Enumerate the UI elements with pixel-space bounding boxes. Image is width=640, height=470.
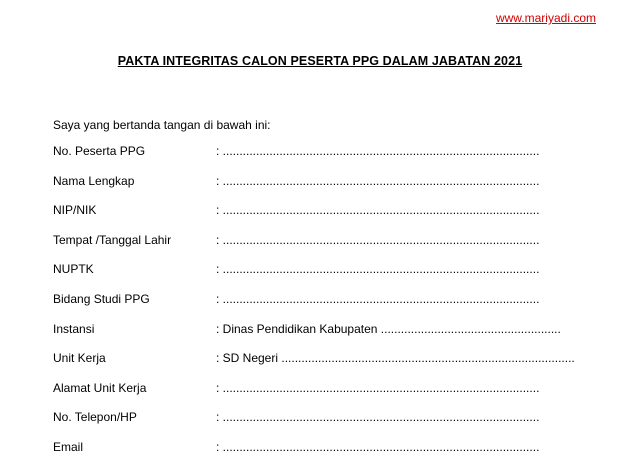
field-value: : ............................................................................................... (216, 144, 540, 158)
identity-form (53, 144, 613, 470)
field-label: No. Telepon/HP (53, 410, 137, 425)
field-value: : ............................................................................................... (216, 439, 540, 454)
field-row-nip-nik (53, 203, 613, 233)
field-label: NUPTK (53, 262, 94, 277)
field-label: Bidang Studi PPG (53, 291, 150, 306)
field-value: : ............................................................................................... (216, 203, 540, 218)
field-row-no-telepon (53, 410, 613, 440)
field-value: : SD Negeri ........................................................................................ (216, 351, 575, 366)
field-row-nuptk (53, 262, 613, 292)
field-row-no-peserta (53, 144, 613, 174)
field-label: Unit Kerja (53, 351, 106, 366)
field-label: Alamat Unit Kerja (53, 380, 147, 395)
field-value: : ............................................................................................... (216, 291, 540, 306)
field-row-nama-lengkap (53, 174, 613, 204)
field-row-alamat-unit-kerja (53, 381, 613, 411)
field-label: Tempat /Tanggal Lahir (53, 232, 172, 247)
intro-text: Saya yang bertanda tangan di bawah ini: (53, 118, 271, 132)
field-row-bidang-studi (53, 292, 613, 322)
field-value: : ............................................................................................... (216, 410, 540, 425)
field-label: NIP/NIK (53, 203, 97, 218)
field-value: : ............................................................................................... (216, 380, 540, 395)
document-title: PAKTA INTEGRITAS CALON PESERTA PPG DALAM JABATAN 2021 (117, 54, 523, 68)
field-value: : ............................................................................................... (216, 173, 540, 188)
field-row-unit-kerja (53, 351, 613, 381)
source-website-link[interactable]: www.mariyadi.com (495, 11, 596, 25)
field-value: : Dinas Pendidikan Kabupaten ...................................................... (216, 321, 561, 336)
field-label: Email (53, 439, 84, 454)
field-value: : ............................................................................................... (216, 262, 540, 277)
field-label: No. Peserta PPG (53, 144, 146, 158)
field-row-tempat-tanggal-lahir (53, 233, 613, 263)
field-label: Nama Lengkap (53, 173, 135, 188)
field-label: Instansi (53, 321, 95, 336)
field-row-email (53, 440, 613, 470)
field-row-instansi (53, 322, 613, 352)
field-value: : ............................................................................................... (216, 232, 540, 247)
